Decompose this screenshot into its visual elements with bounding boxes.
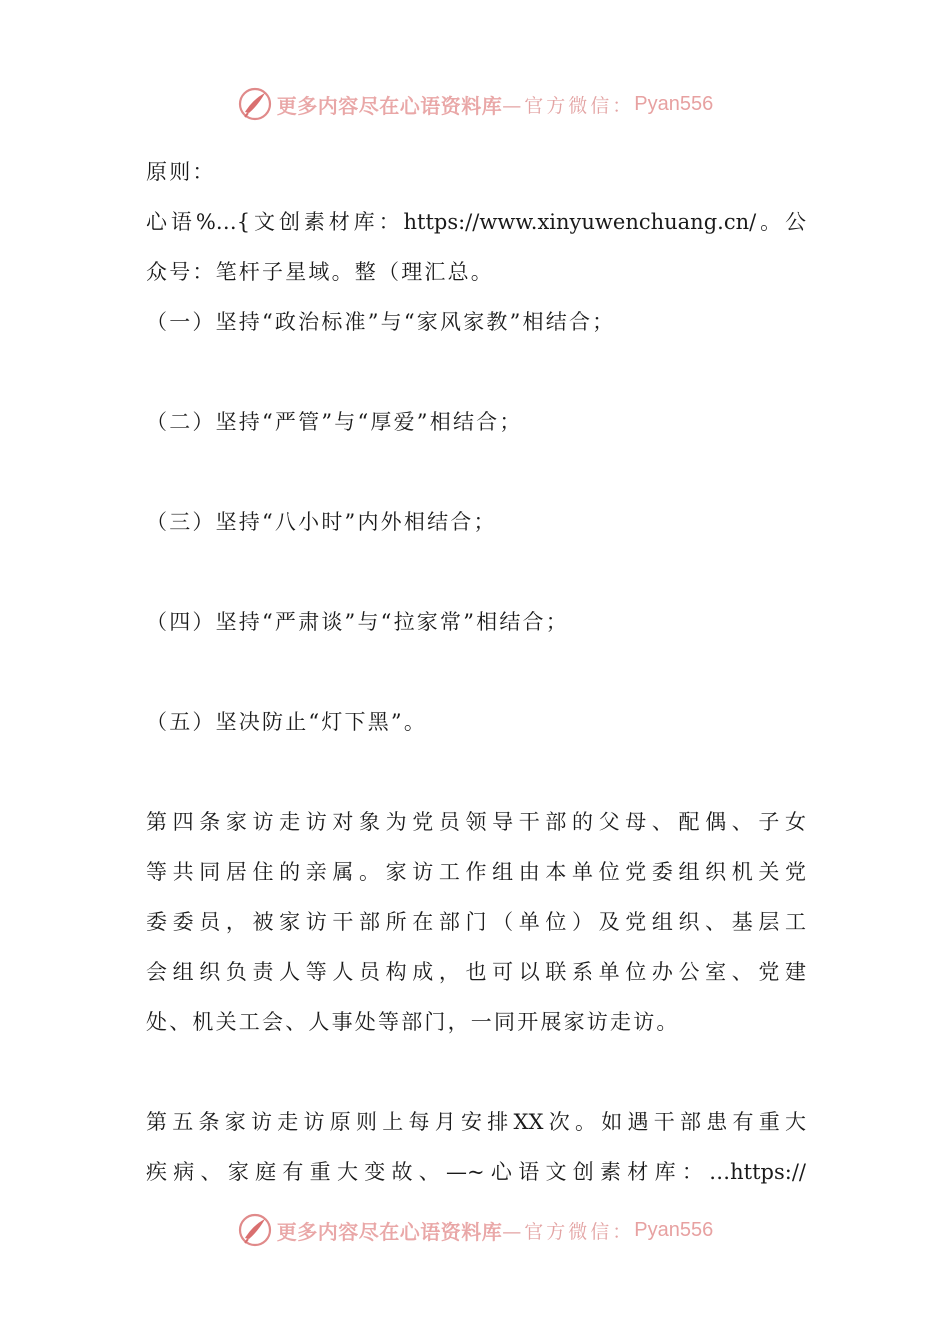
- paragraph-line: 等共同居住的亲属。家访工作组由本单位党委组织机关党: [146, 860, 806, 884]
- paragraph-line: 第四条家访走访对象为党员领导干部的父母、配偶、子女: [146, 810, 806, 834]
- watermark-text-2: —官方微信：: [502, 1220, 635, 1243]
- blank-line: [146, 747, 806, 797]
- blank-line: [146, 347, 806, 397]
- paragraph-line: 原则：: [146, 160, 216, 184]
- pen-logo-icon: [237, 86, 273, 122]
- paragraph-line: 处、机关工会、人事处等部门，一同开展家访走访。: [146, 1010, 680, 1034]
- paragraph-line: 委委员，被家访干部所在部门（单位）及党组织、基层工: [146, 910, 806, 934]
- watermark-wechat-id: Pyan556: [634, 1218, 714, 1241]
- document-body: [146, 147, 806, 1197]
- header-watermark: [0, 84, 950, 124]
- footer-watermark: [0, 1210, 950, 1250]
- blank-line: [146, 447, 806, 497]
- paragraph-line: 心语%…{文创素材库：https://www.xinyuwenchuang.cn/。公: [146, 210, 806, 234]
- paragraph-line: 疾病、家庭有重大变故、—~心语文创素材库：…https://: [146, 1160, 806, 1184]
- blank-line: [146, 547, 806, 597]
- pen-logo-icon: [237, 1212, 273, 1248]
- watermark-text: 更多内容尽在心语资料库: [276, 1219, 503, 1244]
- list-item: （二）坚持“严管”与“厚爱”相结合；: [146, 410, 523, 434]
- list-item: （三）坚持“八小时”内外相结合；: [146, 510, 497, 534]
- watermark-wechat-id: Pyan556: [634, 92, 714, 115]
- watermark-text: 更多内容尽在心语资料库: [276, 93, 503, 118]
- list-item: （四）坚持“严肃谈”与“拉家常”相结合；: [146, 610, 569, 634]
- list-item: （五）坚决防止“灯下黑”。: [146, 710, 428, 734]
- paragraph-line: 众号：笔杆子星域。整（理汇总。: [146, 260, 494, 284]
- paragraph-line: 第五条家访走访原则上每月安排XX次。如遇干部患有重大: [146, 1110, 806, 1134]
- blank-line: [146, 647, 806, 697]
- paragraph-line: 会组织负责人等人员构成，也可以联系单位办公室、党建: [146, 960, 806, 984]
- watermark-text-2: —官方微信：: [502, 94, 635, 117]
- blank-line: [146, 1047, 806, 1097]
- list-item: （一）坚持“政治标准”与“家风家教”相结合；: [146, 310, 616, 334]
